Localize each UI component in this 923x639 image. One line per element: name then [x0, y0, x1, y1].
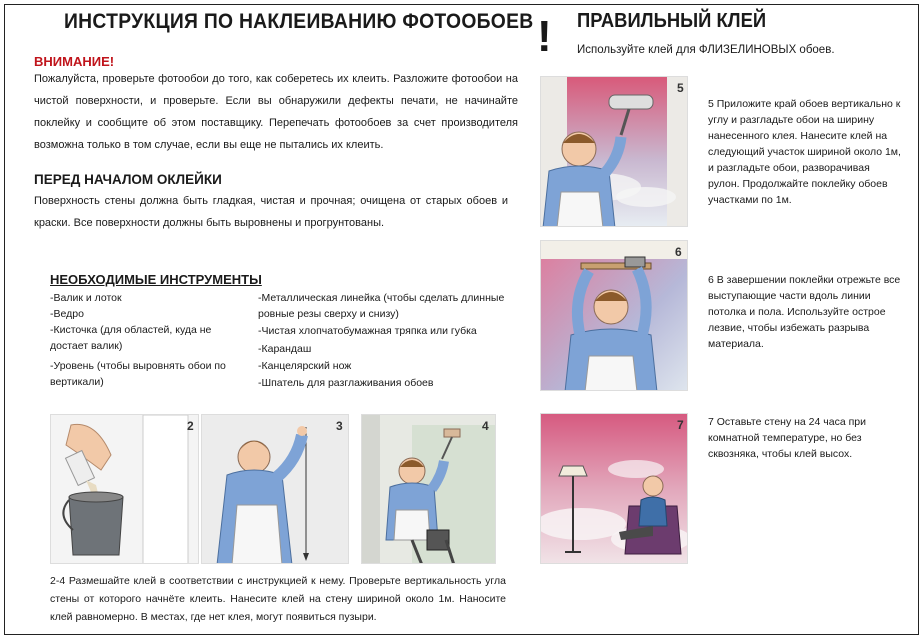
before-heading: ПЕРЕД НАЧАЛОМ ОКЛЕЙКИ [34, 172, 222, 187]
step-number: 5 [677, 81, 684, 95]
tool-item: -Уровень (чтобы выровнять обои по вертикали) [50, 360, 226, 388]
illustration-step-5 [540, 76, 688, 227]
exclamation-icon: ! [537, 12, 552, 61]
tool-item: -Канцелярский нож [258, 360, 352, 372]
step-6-text: 6 В завершении поклейки отрежьте все выступающие части вдоль линии потолка и пола. Используйте острое лезвие, чтобы избежать разрыва материала. [708, 274, 901, 350]
tool-item: -Карандаш [258, 343, 312, 355]
warning-heading: ВНИМАНИЕ! [34, 54, 115, 69]
step-7-text: 7 Оставьте стену на 24 часа при комнатной температуре, но без сквозняка, чтобы клей высох. [708, 416, 866, 460]
step-number: 2 [187, 419, 194, 433]
glue-title: ПРАВИЛЬНЫЙ КЛЕЙ [577, 10, 767, 32]
step-number: 6 [675, 245, 682, 259]
page-title: ИНСТРУКЦИЯ ПО НАКЛЕИВАНИЮ ФОТООБОЕВ [64, 10, 534, 33]
before-text: Поверхность стены должна быть гладкая, чистая и прочная; очищена от старых обоев и краски. Все поверхности должны быть выровнены и прогрунтованы. [34, 195, 508, 229]
tool-item: -Чистая хлопчатобумажная тряпка или губка [258, 325, 477, 337]
illustration-step-7 [540, 413, 688, 564]
warning-text: Пожалуйста, проверьте фотообои до того, как соберетесь их клеить. Разложите фотообои на чистой поверхности, и проверьте. Если вы обнаружили дефекты печати, не начинайте поклейку и сообщите об этом поставщику. Перепечать фотообоев за счет производителя возможна только в том случае, если вы еще не пытались их клеить. [34, 73, 518, 151]
step-number: 7 [677, 418, 684, 432]
steps-2-4-text: 2-4 Размешайте клей в соответствии с инструкцией к нему. Проверьте вертикальность угла стены от которого начнёте клеить. Нанесите клей на стену шириной около 1м. Наносите клей равномерно. В местах, где нет клея, могут появиться пузыри. [50, 575, 506, 623]
illustration-step-6 [540, 240, 688, 391]
step-number: 4 [482, 419, 489, 433]
tool-item: -Ведро [50, 308, 84, 320]
illustration-step-3 [201, 414, 349, 564]
step-5-text: 5 Приложите край обоев вертикально к углу и разгладьте обои на ширину нанесенного клея. Нанесите клей на следующий участок шириной около 1м, и разгладьте обои, разворачивая рулон. Продолжайте поклейку обоев участками по 1м. [708, 98, 901, 206]
glue-subtitle: Используйте клей для ФЛИЗЕЛИНОВЫХ обоев. [577, 44, 835, 56]
tool-item: -Металлическая линейка (чтобы сделать длинные ровные резы сверху и снизу) [258, 292, 505, 320]
tools-heading: НЕОБХОДИМЫЕ ИНСТРУМЕНТЫ [50, 272, 262, 287]
tool-item: -Валик и лоток [50, 292, 122, 304]
tool-item: -Шпатель для разглаживания обоев [258, 377, 434, 389]
illustration-step-4 [361, 414, 496, 564]
tool-item: -Кисточка (для областей, куда не достает валик) [50, 324, 212, 352]
illustration-step-2 [50, 414, 199, 564]
step-number: 3 [336, 419, 343, 433]
